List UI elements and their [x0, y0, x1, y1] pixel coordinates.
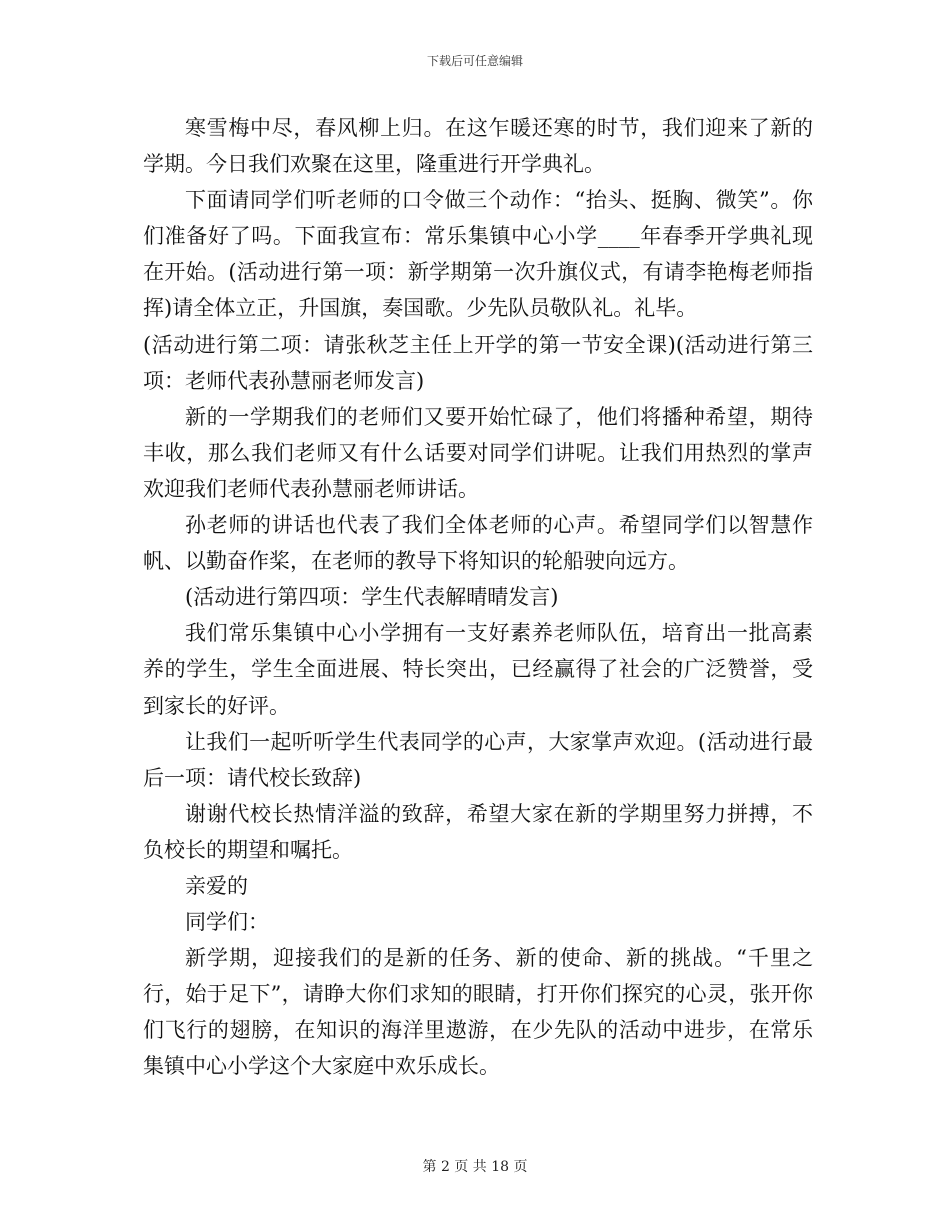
paragraph: 下面请同学们听老师的口令做三个动作：“抬头、挺胸、微笑”。你们准备好了吗。下面我宣布：常乐集镇中心小学____年春季开学典礼现在开始。(活动进行第一项：新学期第一次升旗仪式，有请李艳梅老师指挥)请全体立正，升国旗，奏国歌。少先队员敬队礼。礼毕。 — [143, 188, 813, 321]
paragraph: 我们常乐集镇中心小学拥有一支好素养老师队伍，培育出一批高素养的学生，学生全面进展、特长突出，已经赢得了社会的广泛赞誉，受到家长的好评。 — [143, 621, 813, 718]
paragraph: (活动进行第四项：学生代表解晴晴发言) — [185, 585, 559, 610]
paragraph: 同学们： — [185, 910, 269, 935]
page-footer: 第 2 页 共 18 页 — [422, 1159, 528, 1175]
paragraph: 孙老师的讲话也代表了我们全体老师的心声。希望同学们以智慧作帆、以勤奋作桨，在老师的教导下将知识的轮船驶向远方。 — [143, 513, 813, 574]
paragraph: (活动进行第二项：请张秋芝主任上开学的第一节安全课)(活动进行第三项：老师代表孙慧丽老师发言) — [143, 332, 813, 393]
paragraph: 寒雪梅中尽，春风柳上归。在这乍暖还寒的时节，我们迎来了新的学期。今日我们欢聚在这里，隆重进行开学典礼。 — [143, 116, 813, 177]
paragraph: 谢谢代校长热情洋溢的致辞，希望大家在新的学期里努力拼搏，不负校长的期望和嘱托。 — [143, 801, 813, 862]
paragraph: 新的一学期我们的老师们又要开始忙碌了，他们将播种希望，期待丰收，那么我们老师又有什么话要对同学们讲呢。让我们用热烈的掌声欢迎我们老师代表孙慧丽老师讲话。 — [143, 404, 813, 501]
paragraph: 让我们一起听听学生代表同学的心声，大家掌声欢迎。(活动进行最后一项：请代校长致辞) — [143, 729, 813, 790]
document-body — [143, 110, 813, 1085]
page-header: 下载后可任意编辑 — [426, 54, 523, 68]
paragraph: 亲爱的 — [185, 873, 248, 898]
paragraph: 新学期，迎接我们的是新的任务、新的使命、新的挑战。“千里之行，始于足下”，请睁大你们求知的眼睛，打开你们探究的心灵，张开你们飞行的翅膀，在知识的海洋里遨游，在少先队的活动中进步，在常乐集镇中心小学这个大家庭中欢乐成长。 — [143, 946, 813, 1079]
